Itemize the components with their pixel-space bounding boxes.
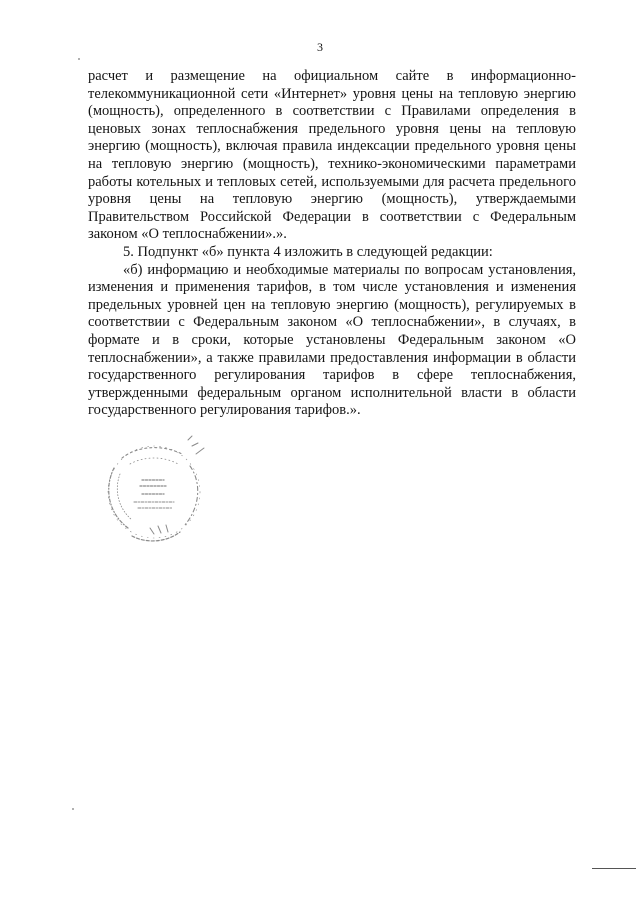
scan-speck (78, 58, 80, 60)
official-stamp-seal (92, 428, 217, 548)
paragraph-continuation: расчет и размещение на официальном сайте в информационно-телекоммуникационной сети «Интернет» уровня цены на тепловую энергию (мощность), определенного в соответствии с Правилами определения в ценовых зонах теплоснабжения предельного уровня цены на тепловую энергию (мощность), включая правила индексации предельного уровня цены на тепловую энергию (мощность), технико-экономическими параметрами работы котельных и тепловых сетей, используемыми для расчета предельного уровня цены на тепловую энергию (мощность), утверждаемыми Правительством Российской Федерации в соответствии с Федеральным законом «О теплоснабжении».». (88, 68, 576, 243)
document-body (88, 68, 576, 420)
paragraph-subitem-b: «б) информацию и необходимые материалы по вопросам установления, изменения и применения тарифов, в том числе установления и изменения предельных уровней цен на тепловую энергию (мощность), регулируемых в соответствии с Федеральным законом «О теплоснабжении», в случаях, в формате и в сроки, которые установлены Федеральным законом «О теплоснабжении», а также правилами предоставления информации в области государственного регулирования тарифов в сфере теплоснабжения, утвержденными федеральным органом исполнительной власти в области государственного регулирования тарифов.». (88, 261, 576, 419)
page-number: 3 (317, 40, 323, 54)
scan-speck (72, 808, 74, 810)
stamp-seal-icon (92, 428, 217, 548)
scan-edge-mark (592, 868, 636, 869)
paragraph-item-5: 5. Подпункт «б» пункта 4 изложить в следующей редакции: (123, 243, 493, 260)
